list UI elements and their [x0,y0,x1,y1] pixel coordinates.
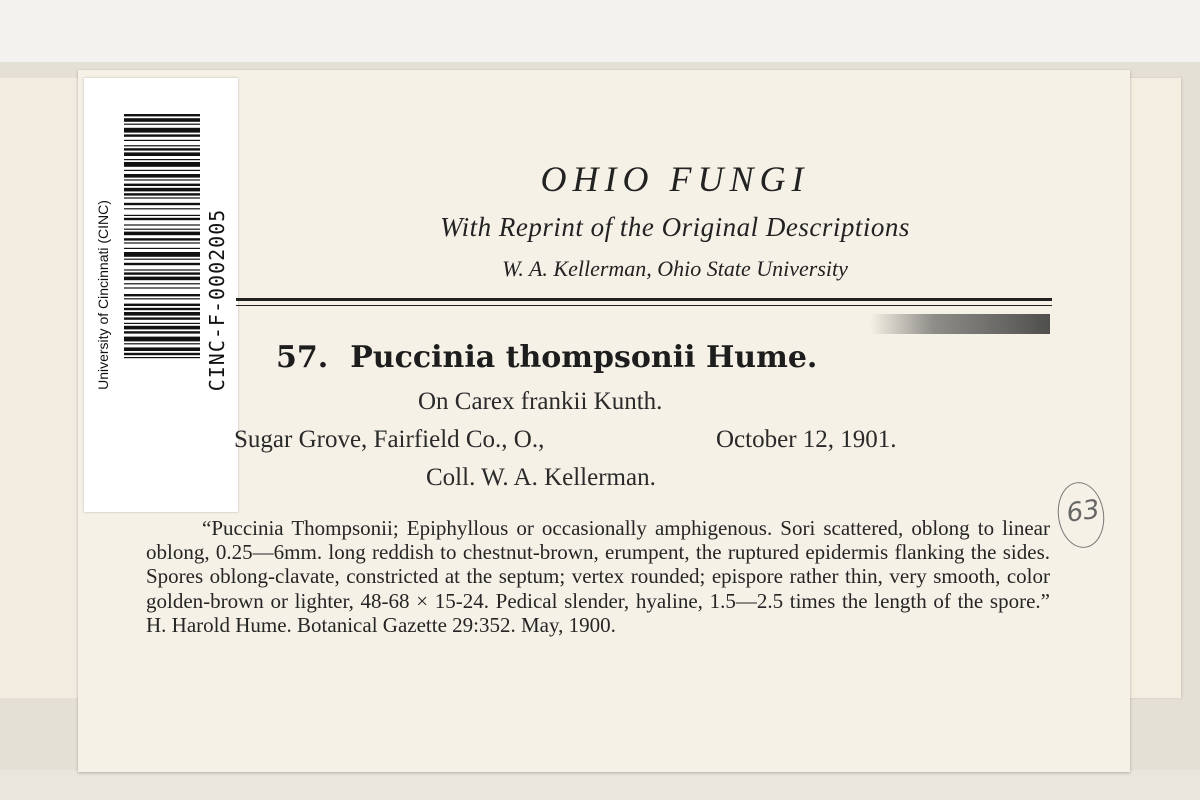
barcode-label [84,78,238,512]
specimen-name: Puccinia thompsonii Hume. [350,340,818,375]
barcode-bar [124,208,200,209]
barcode-bar [124,277,200,281]
backdrop-top [0,0,1200,62]
backdrop-bottom [0,770,1200,800]
barcode-bar [124,118,200,122]
barcode-bar [124,317,200,319]
barcode-bar [124,343,200,344]
barcode-bar [124,298,200,299]
barcode-bar [124,283,200,284]
barcode-bar [124,323,200,324]
barcode-bar [124,124,200,125]
header-rule-thick [236,298,1052,301]
collection-author: W. A. Kellerman, Ohio State University [502,256,848,281]
collection-title: OHIO FUNGI [540,159,810,199]
barcode-bar [124,148,200,150]
barcode-bar [124,248,200,249]
barcode-bar [124,238,200,240]
barcode-bar [124,145,200,146]
barcode-bar [124,229,200,230]
barcode-bar [124,353,200,355]
barcode-bar [124,140,200,141]
barcode-bar [124,259,200,260]
barcode-bar [124,312,200,316]
barcode-bar [124,287,200,288]
specimen-host: On Carex frankii Kunth. [418,388,663,415]
barcode-bar [124,326,200,330]
barcode-bar [124,174,200,178]
specimen-collector: Coll. W. A. Kellerman. [426,464,656,491]
barcode-bar [124,184,200,186]
barcode-bar [124,252,200,257]
barcode-bar [124,337,200,342]
barcode-bar [124,347,200,351]
collection-subtitle: With Reprint of the Original Descriptions [440,212,910,242]
barcode-bar [124,308,200,310]
barcode-bar [124,242,200,243]
barcode-bar [124,304,200,306]
specimen-date: October 12, 1901. [716,426,897,453]
barcode-svg [84,78,238,512]
barcode-bar [124,128,200,133]
header-rule-thin [236,305,1052,306]
ink-smudge [870,314,1050,334]
barcode-bar [124,215,200,216]
barcode-bar [124,263,200,265]
barcode-catalog-number: CINC-F-0002005 [205,208,229,392]
mount-strip-left [0,78,89,698]
barcode-bar [124,294,200,296]
barcode-bar [124,218,200,220]
barcode-bar [124,152,200,156]
specimen-locality: Sugar Grove, Fairfield Co., O., [234,426,545,453]
barcode-bar [124,197,200,198]
barcode-bar [124,188,200,192]
barcode-bar [124,170,200,171]
specimen-number: 57. [276,340,329,375]
handwritten-number: 63 [1064,494,1102,529]
barcode-bar [124,269,200,270]
barcode-bar [124,134,200,136]
barcode-bar [124,232,200,236]
barcode-bar [124,331,200,333]
barcode-bar [124,179,200,180]
barcode-bars [124,114,200,358]
barcode-bar [124,162,200,167]
barcode-bar [124,114,200,116]
barcode-bar [124,193,200,195]
barcode-bar [124,224,200,225]
specimen-title [276,340,817,375]
barcode-bar [124,159,200,160]
barcode-institution: University of Cincinnati (CINC) [95,200,111,390]
barcode-bar [124,203,200,205]
barcode-bar [124,272,200,274]
original-description: “Puccinia Thompsonii; Epiphyllous or occasionally amphigenous. Sori scattered, oblong to linear oblong, 0.25—6mm. long reddish to chestnut-brown, erumpent, the ruptured epidermis flanking the sides. Spores oblong-clavate, constricted at the septum; vertex rounded; epispore rather thin, very smooth, color golden-brown or lighter, 48-68 × 15-24. Pedical slender, hyaline, 1.5—2.5 times the length of the spore.” H. Harold Hume. Botanical Gazette 29:352. May, 1900. [146,516,1050,637]
barcode-bar [124,357,200,358]
